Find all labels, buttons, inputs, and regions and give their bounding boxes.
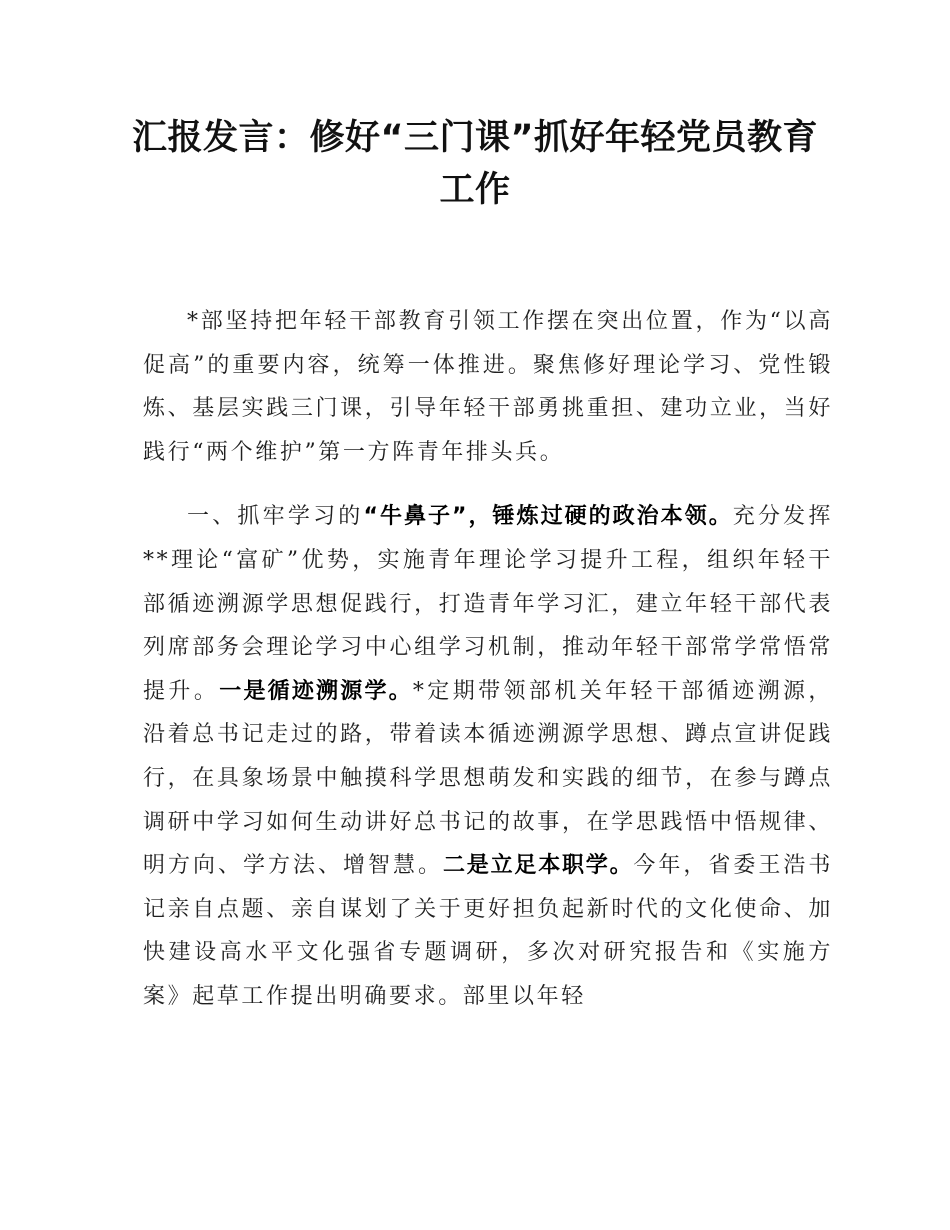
point-two-heading: 二是立足本职学。 (443, 853, 634, 879)
intro-text: *部坚持把年轻干部教育引领工作摆在突出位置，作为“以高促高”的重要内容，统筹一体推进。聚焦修好理论学习、党性锻炼、基层实践三门课，引导年轻干部勇挑重担、建功立业，当好践行“两个维护”第一方阵青年排头兵。 (143, 309, 833, 465)
point-two-text: 今年，省委王浩书记亲自点题、亲自谋划了关于更好担负起新时代的文化使命、加快建设高水平文化强省专题调研，多次对研究报告和《实施方案》起草工作提出明确要求。部里以年轻 (143, 853, 834, 1009)
section-one-text: 充分发挥**理论“富矿”优势，实施青年理论学习提升工程，组织年轻干部循迹溯源学思想促践行，打造青年学习汇，建立年轻干部代表列席部务会理论学习中心组学习机制，推动年轻干部常学常悟常提升。 (143, 504, 834, 704)
document-title: 汇报发言：修好“三门课”抓好年轻党员教育工作 (131, 118, 818, 210)
section-one-lead: 一、抓牢学习的 (187, 504, 364, 530)
intro-paragraph (143, 300, 833, 474)
section-one-heading: “牛鼻子”，锤炼过硬的政治本领。 (363, 504, 733, 530)
section-one-paragraph (143, 495, 833, 1018)
point-one-text: *定期带领部机关年轻干部循迹溯源，沿着总书记走过的路，带着读本循迹溯源学思想、蹲点宣讲促践行，在具象场景中触摸科学思想萌发和实践的细节，在参与蹲点调研中学习如何生动讲好总书记的故事，在学思践悟中悟规律、明方向、学方法、增智慧。 (143, 678, 833, 879)
document-body (143, 300, 833, 1019)
point-one-heading: 一是循迹溯源学。 (219, 678, 413, 704)
